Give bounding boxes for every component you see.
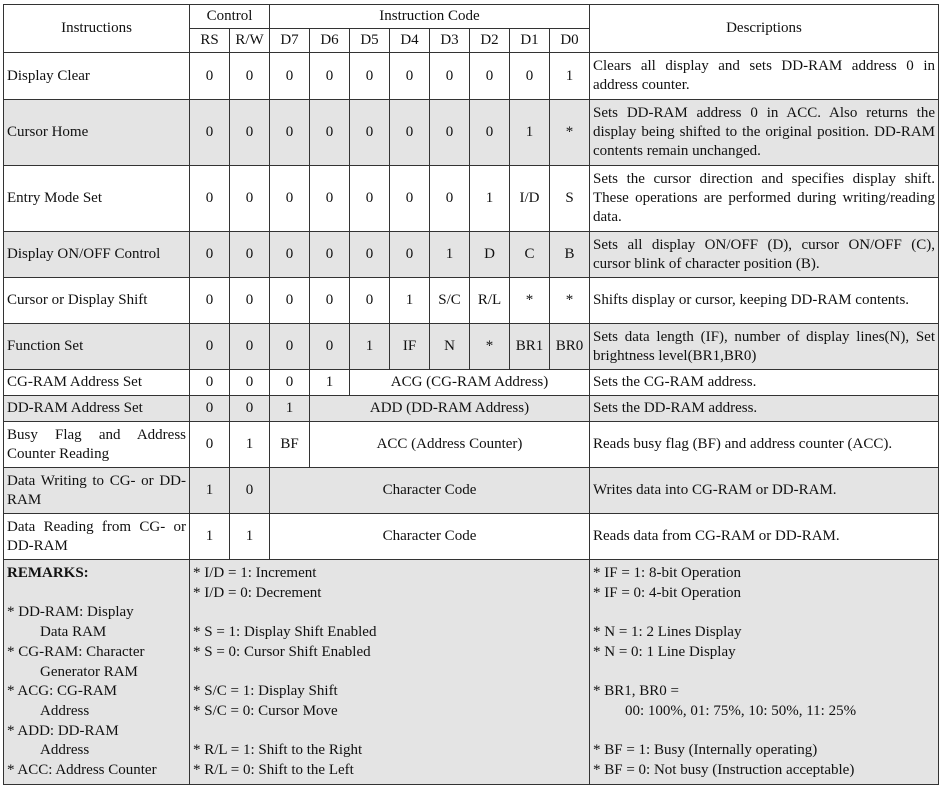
remark-setting: * BF = 1: Busy (Internally operating) (593, 742, 818, 759)
code-cell: 0 (230, 232, 270, 278)
description: Sets data length (IF), number of display lines(N), Set brightness level(BR1,BR0) (590, 324, 939, 370)
code-cell: 0 (270, 232, 310, 278)
bit-header: D4 (390, 29, 430, 53)
remark-flag: * S = 0: Cursor Shift Enabled (193, 643, 371, 660)
bit-header: D0 (550, 29, 590, 53)
remark-term-cont: Data RAM (40, 624, 107, 641)
code-cell: 1 (550, 53, 590, 100)
code-cell: BR0 (550, 324, 590, 370)
code-span: Character Code (270, 468, 590, 514)
table-row (4, 468, 939, 514)
table-row (4, 53, 939, 100)
description: Sets the cursor direction and specifies display shift. These operations are performed during writing/reading data. (590, 166, 939, 232)
remark-setting: * BF = 0: Not busy (Instruction acceptable) (593, 761, 855, 778)
instruction-name: Function Set (4, 324, 190, 370)
code-cell: 0 (390, 232, 430, 278)
code-cell: 1 (310, 370, 350, 396)
header-control: Control (190, 5, 270, 29)
code-cell: 0 (230, 370, 270, 396)
bit-header: D6 (310, 29, 350, 53)
code-cell: 0 (270, 278, 310, 324)
code-cell: 0 (350, 278, 390, 324)
remark-flag: * R/L = 1: Shift to the Right (193, 742, 363, 759)
code-cell: 0 (430, 53, 470, 100)
code-cell: 0 (230, 100, 270, 166)
code-cell: IF (390, 324, 430, 370)
code-cell: 0 (350, 166, 390, 232)
code-cell: S (550, 166, 590, 232)
bit-header: D2 (470, 29, 510, 53)
code-cell: 0 (430, 100, 470, 166)
code-cell: N (430, 324, 470, 370)
remarks-title: REMARKS: (7, 565, 89, 581)
code-cell: R/L (470, 278, 510, 324)
code-cell: 0 (310, 278, 350, 324)
instruction-name: Busy Flag and Address Counter Reading (4, 422, 190, 468)
remarks-row (4, 560, 939, 785)
code-cell: 0 (270, 166, 310, 232)
code-cell: 1 (430, 232, 470, 278)
code-cell: 0 (190, 278, 230, 324)
code-cell: 0 (190, 422, 230, 468)
remark-term: * ACC: Address Counter (7, 762, 157, 779)
code-cell: 0 (310, 100, 350, 166)
instruction-name: CG-RAM Address Set (4, 370, 190, 396)
code-cell: 0 (310, 53, 350, 100)
header-instruction-code: Instruction Code (270, 5, 590, 29)
instruction-name: Display Clear (4, 53, 190, 100)
remark-flag: * R/L = 0: Shift to the Left (193, 761, 354, 778)
table-row (4, 166, 939, 232)
remark-term-cont: Generator RAM (40, 663, 138, 680)
code-cell: 0 (390, 166, 430, 232)
description: Reads data from CG-RAM or DD-RAM. (590, 514, 939, 560)
remark-flag: * I/D = 1: Increment (193, 565, 317, 581)
bit-header: D1 (510, 29, 550, 53)
code-cell: D (470, 232, 510, 278)
header-instructions: Instructions (4, 5, 190, 53)
code-cell: 0 (510, 53, 550, 100)
code-cell: 0 (270, 53, 310, 100)
remark-flag: * S/C = 0: Cursor Move (193, 702, 338, 719)
remark-setting: * BR1, BR0 = (593, 683, 679, 700)
code-span: Character Code (270, 514, 590, 560)
instruction-table (3, 4, 939, 785)
code-span: ACG (CG-RAM Address) (350, 370, 590, 396)
table-row (4, 370, 939, 396)
code-cell: BF (270, 422, 310, 468)
code-cell: 1 (190, 514, 230, 560)
remark-term-cont: Address (40, 702, 90, 719)
code-cell: 0 (190, 324, 230, 370)
code-cell: * (550, 100, 590, 166)
table-row (4, 396, 939, 422)
instruction-name: Data Writing to CG- or DD-RAM (4, 468, 190, 514)
code-cell: 0 (230, 278, 270, 324)
description: Reads busy flag (BF) and address counter (ACC). (590, 422, 939, 468)
code-cell: 0 (350, 100, 390, 166)
description: Sets the CG-RAM address. (590, 370, 939, 396)
remark-setting: * IF = 0: 4-bit Operation (593, 584, 742, 601)
code-cell: * (550, 278, 590, 324)
code-cell: 0 (190, 53, 230, 100)
code-cell: C (510, 232, 550, 278)
code-cell: 0 (310, 232, 350, 278)
code-cell: 0 (270, 324, 310, 370)
code-cell: BR1 (510, 324, 550, 370)
bit-header: R/W (230, 29, 270, 53)
code-span: ACC (Address Counter) (310, 422, 590, 468)
code-cell: 0 (310, 166, 350, 232)
table-row (4, 324, 939, 370)
instruction-name: Display ON/OFF Control (4, 232, 190, 278)
code-cell: 1 (270, 396, 310, 422)
code-cell: 1 (390, 278, 430, 324)
bit-header: D3 (430, 29, 470, 53)
remark-flag: * S/C = 1: Display Shift (193, 683, 338, 700)
remarks-settings (590, 560, 939, 785)
code-cell: 1 (510, 100, 550, 166)
code-cell: * (510, 278, 550, 324)
instruction-name: Data Reading from CG- or DD-RAM (4, 514, 190, 560)
remark-term: * DD-RAM: Display (7, 604, 134, 621)
code-cell: 0 (310, 324, 350, 370)
description: Shifts display or cursor, keeping DD-RAM contents. (590, 278, 939, 324)
code-cell: 0 (230, 166, 270, 232)
remark-setting: * N = 1: 2 Lines Display (593, 624, 742, 641)
instruction-name: DD-RAM Address Set (4, 396, 190, 422)
table-row (4, 278, 939, 324)
code-cell: 1 (230, 422, 270, 468)
code-cell: 0 (190, 232, 230, 278)
description: Writes data into CG-RAM or DD-RAM. (590, 468, 939, 514)
description: Clears all display and sets DD-RAM address 0 in address counter. (590, 53, 939, 100)
code-cell: 1 (350, 324, 390, 370)
remark-term: * CG-RAM: Character (7, 643, 145, 660)
instruction-name: Entry Mode Set (4, 166, 190, 232)
table-row (4, 422, 939, 468)
remark-setting: 00: 100%, 01: 75%, 10: 50%, 11: 25% (625, 702, 857, 719)
code-cell: 0 (470, 100, 510, 166)
remark-setting: * IF = 1: 8-bit Operation (593, 565, 742, 581)
table-row (4, 232, 939, 278)
remark-flag: * I/D = 0: Decrement (193, 584, 322, 601)
code-cell: S/C (430, 278, 470, 324)
code-cell: 0 (470, 53, 510, 100)
code-cell: 1 (470, 166, 510, 232)
remark-term: * ADD: DD-RAM (7, 722, 119, 739)
code-cell: 0 (190, 100, 230, 166)
code-cell: * (470, 324, 510, 370)
code-cell: 0 (430, 166, 470, 232)
code-cell: 1 (190, 468, 230, 514)
code-cell: 0 (230, 396, 270, 422)
code-cell: 0 (390, 100, 430, 166)
code-cell: 0 (350, 53, 390, 100)
code-cell: 0 (270, 100, 310, 166)
code-cell: B (550, 232, 590, 278)
code-cell: 0 (350, 232, 390, 278)
instruction-name: Cursor Home (4, 100, 190, 166)
table-row (4, 514, 939, 560)
bit-header: RS (190, 29, 230, 53)
code-cell: 0 (270, 370, 310, 396)
code-cell: 0 (230, 53, 270, 100)
remarks-flags (190, 560, 590, 785)
remark-term: * ACG: CG-RAM (7, 683, 118, 700)
remark-term-cont: Address (40, 742, 90, 759)
description: Sets DD-RAM address 0 in ACC. Also returns the display being shifted to the original position. DD-RAM contents remain unchanged. (590, 100, 939, 166)
code-cell: 0 (190, 166, 230, 232)
code-cell: 0 (390, 53, 430, 100)
code-cell: 0 (190, 396, 230, 422)
table-row (4, 100, 939, 166)
code-cell: 1 (230, 514, 270, 560)
remark-setting: * N = 0: 1 Line Display (593, 643, 736, 660)
code-cell: 0 (230, 324, 270, 370)
bit-header: D5 (350, 29, 390, 53)
remarks-abbreviations (4, 560, 190, 785)
description: Sets all display ON/OFF (D), cursor ON/OFF (C), cursor blink of character position (B). (590, 232, 939, 278)
description: Sets the DD-RAM address. (590, 396, 939, 422)
code-cell: 0 (230, 468, 270, 514)
code-cell: 0 (190, 370, 230, 396)
instruction-name: Cursor or Display Shift (4, 278, 190, 324)
code-span: ADD (DD-RAM Address) (310, 396, 590, 422)
code-cell: I/D (510, 166, 550, 232)
remark-flag: * S = 1: Display Shift Enabled (193, 624, 377, 641)
bit-header: D7 (270, 29, 310, 53)
header-descriptions: Descriptions (590, 5, 939, 53)
